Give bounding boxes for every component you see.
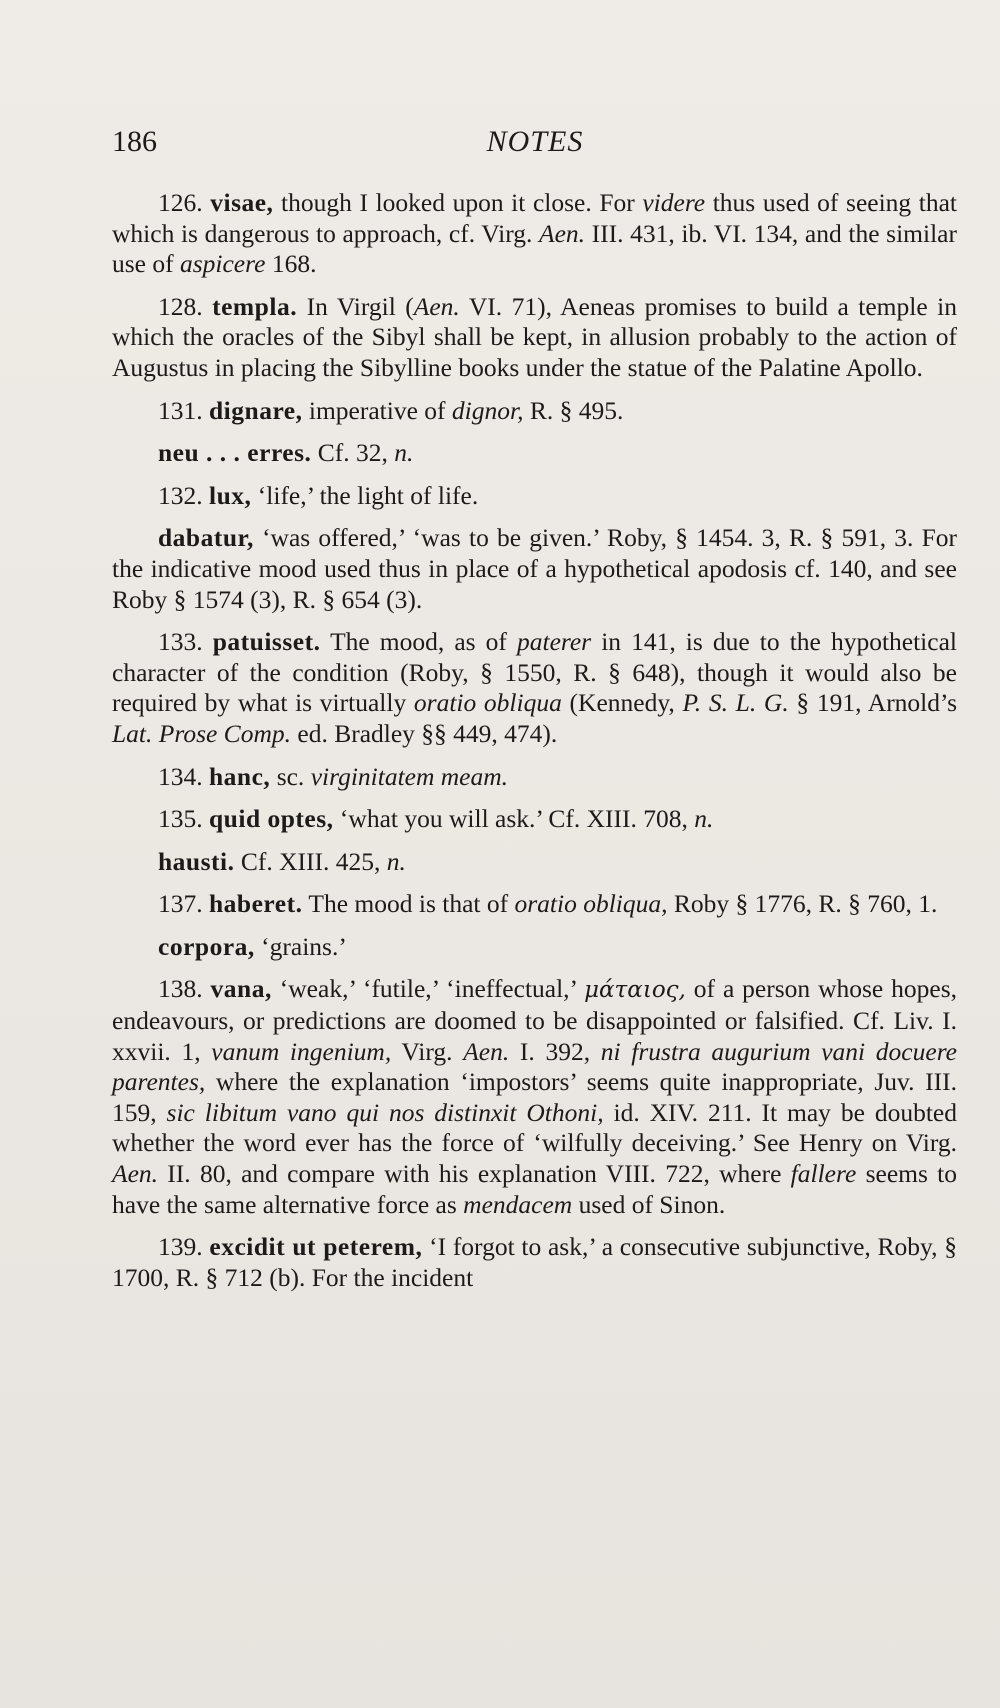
note-text: sc. bbox=[270, 761, 311, 791]
note-lemma: lux, bbox=[209, 480, 252, 510]
note-text: 138. bbox=[158, 974, 211, 1004]
note-text: used of Sinon. bbox=[572, 1189, 726, 1219]
note-text: 128. bbox=[158, 291, 213, 321]
italic-text: mendacem bbox=[463, 1189, 573, 1219]
italic-text: n. bbox=[394, 438, 414, 468]
note-lemma: templa. bbox=[212, 291, 298, 321]
note-text: ‘grains.’ bbox=[254, 931, 347, 961]
note-text: ed. Bradley §§ 449, 474). bbox=[291, 718, 558, 748]
italic-text: n. bbox=[694, 804, 714, 834]
italic-text: paterer bbox=[516, 627, 592, 657]
italic-text: Aen. bbox=[539, 218, 586, 248]
note-text: 135. bbox=[158, 804, 209, 834]
note-paragraph bbox=[112, 523, 957, 615]
italic-text: Aen. bbox=[413, 291, 460, 321]
italic-text: videre bbox=[642, 188, 706, 217]
note-lemma: neu . . . erres. bbox=[158, 438, 312, 468]
italic-text: virginitatem meam. bbox=[310, 761, 509, 791]
note-text: 126. bbox=[158, 188, 211, 217]
note-text: Cf. XIII. 425, bbox=[234, 846, 387, 876]
note-text: 132. bbox=[158, 480, 209, 510]
note-paragraph bbox=[112, 481, 957, 512]
note-paragraph bbox=[112, 847, 957, 878]
note-paragraph bbox=[112, 974, 957, 1220]
note-lemma: haberet. bbox=[209, 889, 303, 919]
note-text: though I looked upon it close. For bbox=[273, 188, 643, 217]
note-text: VI. 71), Aeneas promises to build a temple in which the oracles of the Sibyl shall be kept, in allusion probably to the action of Augustus in placing the Sibylline books under the statue of the Palatine Apollo. bbox=[112, 291, 957, 382]
page-number: 186 bbox=[112, 125, 157, 158]
italic-text: fallere bbox=[790, 1159, 857, 1189]
note-paragraph bbox=[112, 292, 957, 384]
note-text: 168. bbox=[265, 249, 317, 279]
italic-text: vanum ingenium, bbox=[211, 1036, 392, 1066]
note-text: 139. bbox=[158, 1232, 210, 1262]
italic-text: Lat. Prose Comp. bbox=[112, 718, 291, 748]
note-paragraph bbox=[112, 438, 957, 469]
note-text: Roby § 1776, R. § 760, 1. bbox=[667, 889, 938, 919]
note-text: § 191, Arnold’s bbox=[788, 688, 958, 718]
running-title: NOTES bbox=[486, 125, 584, 158]
note-text: Cf. 32, bbox=[311, 438, 395, 468]
note-lemma: excidit ut peterem, bbox=[209, 1232, 423, 1262]
note-text: ‘I forgot to ask,’ a consecutive subjunctive, Roby, § 1700, R. § 712 (b). For the incident bbox=[112, 1232, 957, 1292]
note-paragraph bbox=[112, 627, 957, 749]
note-text: R. § 495. bbox=[523, 395, 624, 425]
note-text: In Virgil ( bbox=[297, 291, 414, 321]
note-lemma: hanc, bbox=[209, 761, 271, 791]
note-paragraph bbox=[112, 804, 957, 835]
notes-body bbox=[112, 188, 957, 1305]
note-text: where the explanation ‘impostors’ seems quite inappropriate, Juv. III. 159, bbox=[112, 1067, 957, 1127]
note-text: The mood is that of bbox=[302, 889, 515, 919]
note-lemma: hausti. bbox=[158, 846, 235, 876]
note-text: 133. bbox=[158, 627, 213, 657]
note-paragraph bbox=[112, 396, 957, 427]
note-lemma: vana, bbox=[210, 974, 272, 1004]
italic-text: aspicere bbox=[179, 249, 266, 279]
note-lemma: dignare, bbox=[209, 395, 303, 425]
italic-text: Aen. bbox=[112, 1159, 159, 1189]
note-text: 131. bbox=[158, 395, 209, 425]
note-text: thus used of seeing that which is dangerous to approach, cf. Virg. bbox=[112, 188, 958, 248]
note-text: I. 392, bbox=[509, 1036, 601, 1066]
greek-text: μάταιος, bbox=[584, 977, 686, 1004]
note-text: The mood, as of bbox=[320, 627, 517, 657]
note-text: ‘what you will ask.’ Cf. XIII. 708, bbox=[333, 804, 695, 834]
note-text: of a person whose hopes, endeavours, or predictions are doomed to be disappointed or falsified. Cf. Liv. I. xxvii. 1, bbox=[112, 974, 958, 1066]
italic-text: n. bbox=[386, 846, 406, 876]
italic-text: oratio obliqua bbox=[413, 688, 562, 718]
italic-text: Aen. bbox=[463, 1036, 510, 1066]
note-lemma: visae, bbox=[210, 188, 274, 217]
note-paragraph bbox=[112, 1232, 957, 1293]
note-lemma: dabatur, bbox=[158, 523, 254, 553]
note-text: ‘life,’ the light of life. bbox=[251, 480, 479, 510]
note-text: 137. bbox=[158, 889, 209, 919]
note-text: ‘was offered,’ ‘was to be given.’ Roby, § 1454. 3, R. § 591, 3. For the indicative mood used thus in place of a hypothetical apodosis cf. 140, and see Roby § 1574 (3), R. § 654 (3). bbox=[112, 523, 957, 614]
note-lemma: patuisset. bbox=[212, 627, 321, 657]
note-text: III. 431, ib. VI. 134, and the similar use of bbox=[112, 218, 957, 279]
italic-text: sic libitum vano qui nos distinxit Othoni, bbox=[166, 1097, 604, 1127]
italic-text: ni frustra augurium vani docuere parentes, bbox=[112, 1036, 957, 1097]
note-paragraph bbox=[112, 889, 957, 920]
italic-text: P. S. L. G. bbox=[682, 688, 789, 718]
note-lemma: quid optes, bbox=[209, 804, 334, 834]
note-paragraph bbox=[112, 762, 957, 793]
italic-text: oratio obliqua, bbox=[514, 889, 668, 919]
note-text: Virg. bbox=[391, 1036, 464, 1066]
note-text: ‘weak,’ ‘futile,’ ‘ineffectual,’ bbox=[271, 974, 585, 1004]
italic-text: dignor, bbox=[451, 395, 524, 425]
note-text: imperative of bbox=[302, 395, 452, 425]
note-paragraph bbox=[112, 188, 957, 280]
note-text: 134. bbox=[158, 761, 209, 791]
page-header bbox=[112, 125, 958, 165]
note-lemma: corpora, bbox=[158, 931, 255, 961]
note-text: II. 80, and compare with his explanation VIII. 722, where bbox=[158, 1159, 791, 1189]
note-text: in 141, is due to the hypothetical character of the condition (Roby, § 1550, R. § 648), though it would also be required by what is virtually bbox=[112, 627, 957, 718]
note-paragraph bbox=[112, 932, 957, 963]
note-text: seems to have the same alternative force as bbox=[112, 1159, 958, 1219]
note-text: id. XIV. 211. It may be doubted whether the word ever has the force of ‘wilfully deceiving.’ See Henry on Virg. bbox=[112, 1097, 957, 1158]
note-text: (Kennedy, bbox=[561, 688, 683, 718]
